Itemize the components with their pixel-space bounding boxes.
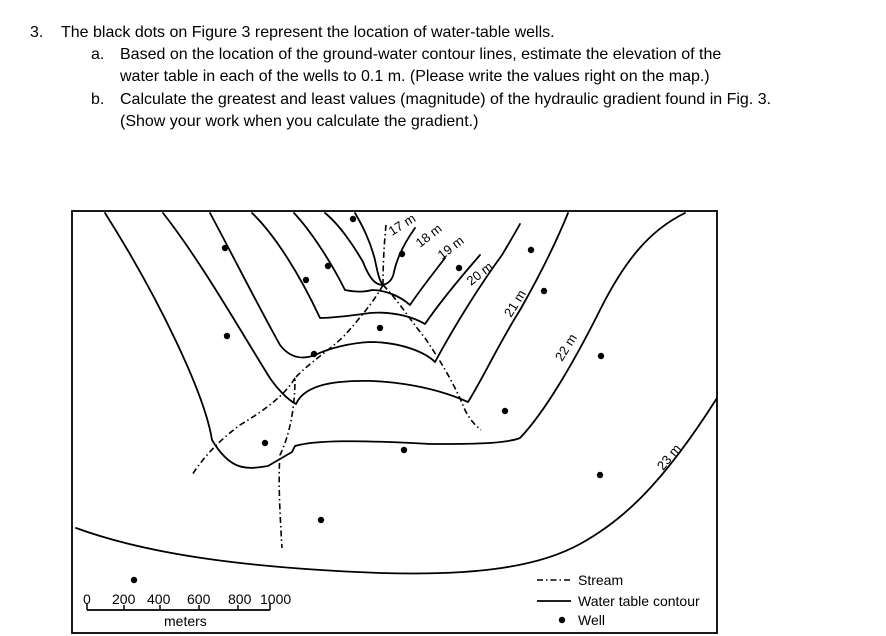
item-a-letter: a. [91,46,105,63]
question-number: 3. [30,24,44,41]
well [224,333,230,339]
item-b-line2: (Show your work when you calculate the gradient.) [120,113,479,130]
question-text: The black dots on Figure 3 represent the location of water-table wells. [61,24,555,41]
well [399,251,405,257]
legend-contour-label: Water table contour [578,593,700,609]
contour-22m [105,210,685,468]
item-b-line1: Calculate the greatest and least values (magnitude) of the hydraulic gradient found in Fig. 3. [120,91,772,108]
label-17m: 17 m [385,210,419,239]
label-19m: 19 m [434,232,467,263]
scale-tick-0: 0 [83,591,91,607]
legend [537,572,700,628]
item-b-letter: b. [91,91,105,108]
contour-18m [294,210,445,305]
well [541,288,547,294]
well [456,265,462,271]
well [528,247,534,253]
label-23m: 23 m [653,441,684,473]
label-18m: 18 m [412,220,445,251]
well [222,245,228,251]
stream-north-fork [383,225,386,285]
well [597,472,603,478]
stream-west-branch [192,378,295,475]
scale-unit: meters [164,613,207,629]
scale-tick-800: 800 [228,591,252,607]
well [262,440,268,446]
label-22m: 22 m [551,331,580,364]
item-a-line2: water table in each of the wells to 0.1 m. (Please write the values right on the map.) [120,68,710,85]
label-21m: 21 m [500,287,529,320]
stream-main [279,285,383,548]
well [401,447,407,453]
legend-well-symbol [559,617,565,623]
scale-tick-200: 200 [112,591,136,607]
well [303,277,309,283]
scale-bar [83,577,291,629]
well [350,216,356,222]
well [598,353,604,359]
legend-well-label: Well [578,612,605,628]
well [325,263,331,269]
scale-well-marker [131,577,137,583]
contour-23m [76,398,717,574]
scale-tick-600: 600 [187,591,211,607]
scale-tick-400: 400 [147,591,171,607]
scale-tick-1000: 1000 [260,591,292,607]
well [318,517,324,523]
well [377,325,383,331]
label-20m: 20 m [463,258,496,289]
well [502,408,508,414]
legend-stream-label: Stream [578,572,624,588]
item-a-line1: Based on the location of the ground-water contour lines, estimate the elevation of the [120,46,722,63]
well [311,351,317,357]
